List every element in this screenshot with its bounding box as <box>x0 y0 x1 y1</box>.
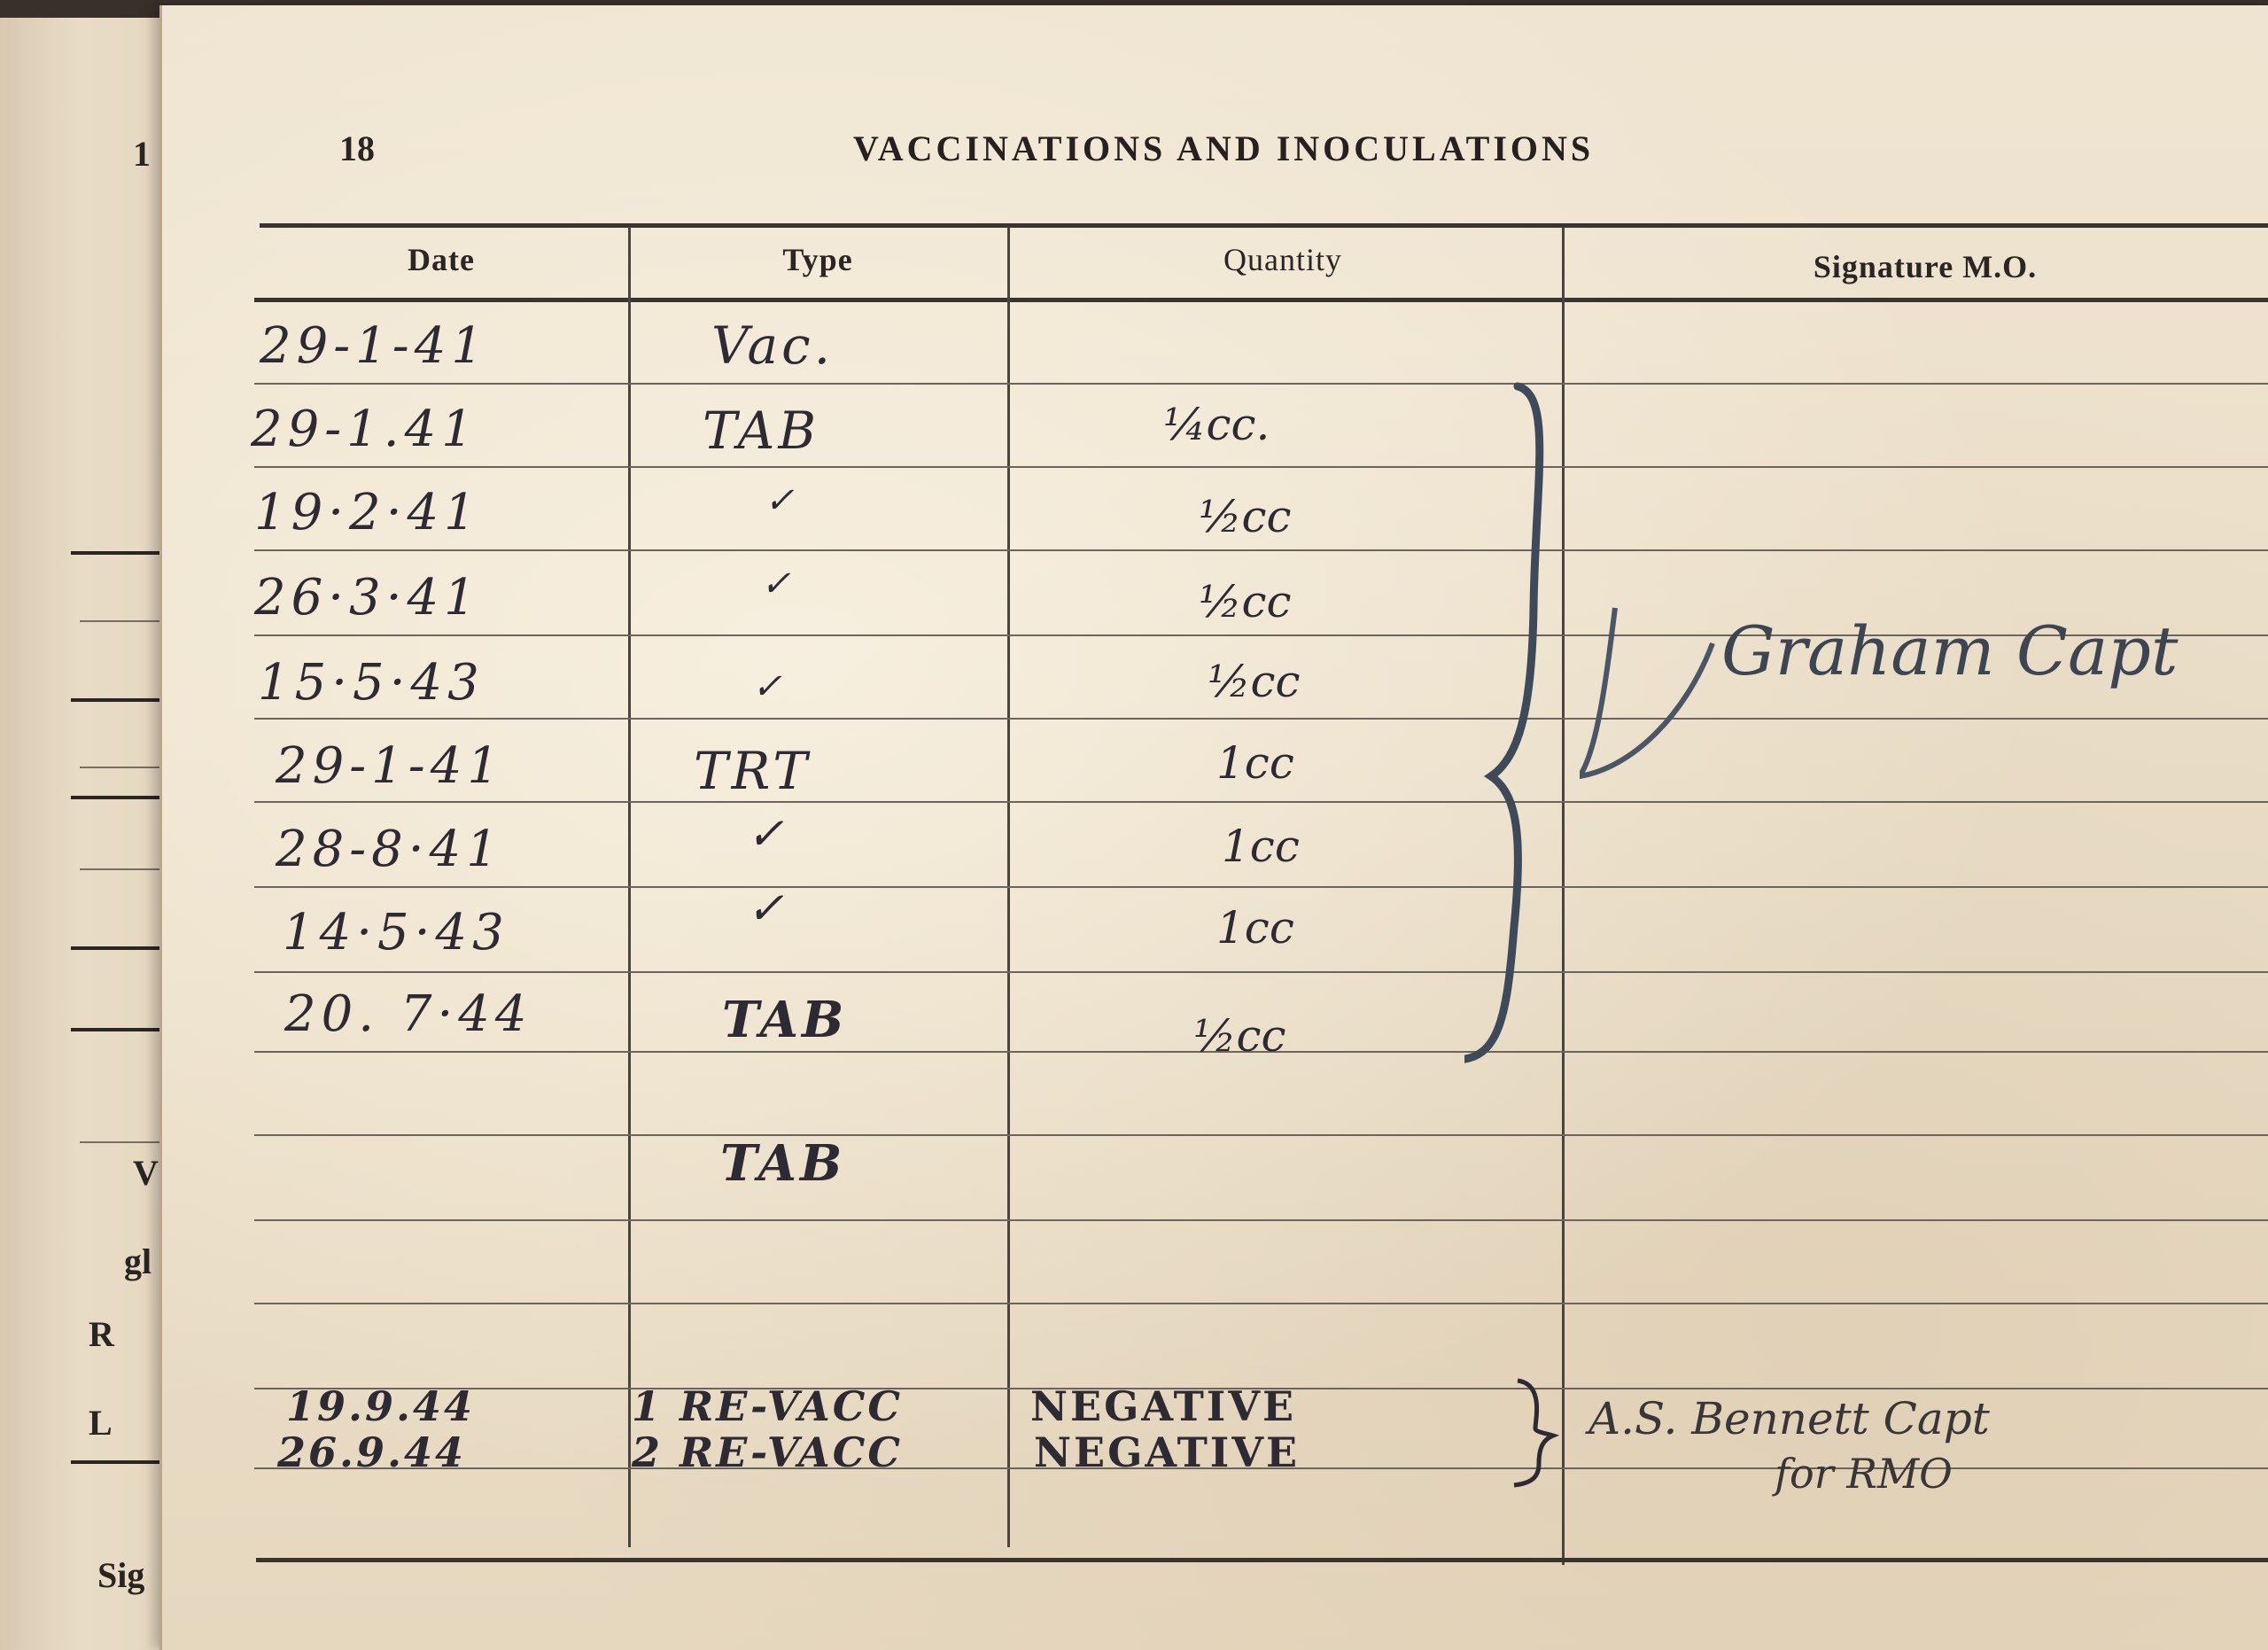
entry-quantity: 1cc <box>1222 821 1300 872</box>
entry-type: ✓ <box>747 808 788 860</box>
signature-brace-icon <box>1509 1375 1562 1490</box>
row-rule <box>254 383 2268 385</box>
revacc-quantity: NEGATIVE <box>1034 1428 1301 1476</box>
entry-quantity: ½cc <box>1193 1010 1286 1062</box>
entry-type: TAB <box>720 1134 846 1193</box>
back-page-fragment: R <box>89 1314 114 1354</box>
row-rule <box>254 1303 2268 1304</box>
entry-quantity: ½cc <box>1199 491 1292 542</box>
entry-date: 28-8·41 <box>276 821 503 878</box>
signature-flourish-icon <box>1580 572 1916 821</box>
row-rule <box>254 466 2268 468</box>
row-rule <box>254 1134 2268 1136</box>
back-page-fragment: V <box>133 1153 159 1193</box>
header-type: Type <box>782 242 853 277</box>
header-date: Date <box>408 242 475 277</box>
table-top-rule <box>260 223 2268 228</box>
revacc-date: 19.9.44 <box>286 1382 476 1430</box>
entry-date: 19·2·41 <box>254 484 481 541</box>
revacc-type: 2 RE-VACC <box>632 1428 903 1476</box>
header-quantity: Quantity <box>1223 242 1342 277</box>
entry-date: 26·3·41 <box>254 569 481 627</box>
row-rule <box>254 971 2268 973</box>
entry-quantity: ½cc <box>1199 576 1292 627</box>
signature-deputy: A.S. Bennett Capt <box>1588 1393 1990 1444</box>
entry-quantity: 1cc <box>1216 902 1294 953</box>
entry-date: 20. 7·44 <box>284 985 532 1043</box>
signature-brace-icon <box>1464 377 1571 1078</box>
entry-type: Vac. <box>711 315 835 376</box>
header-signature: Signature M.O. <box>1813 249 2038 284</box>
entry-date: 15·5·43 <box>258 654 485 712</box>
entry-type: TRT <box>694 741 812 801</box>
entry-date: 29-1-41 <box>276 737 504 795</box>
entry-type: TAB <box>703 401 820 461</box>
back-page-fragment: L <box>89 1403 113 1443</box>
revacc-date: 26.9.44 <box>277 1428 467 1476</box>
row-rule <box>254 1219 2268 1221</box>
entry-type: ✓ <box>765 480 798 521</box>
entry-type: ✓ <box>752 666 786 707</box>
entry-type: ✓ <box>747 883 788 934</box>
row-rule <box>254 718 2268 720</box>
row-rule <box>254 886 2268 888</box>
revacc-type: 1 RE-VACC <box>632 1382 903 1430</box>
signature-medical-officer: Graham Capt <box>1721 611 2179 690</box>
entry-date: 14·5·43 <box>283 904 509 961</box>
entry-quantity: 1cc <box>1216 737 1294 789</box>
back-page-fragment: 1 <box>133 134 151 174</box>
vaccination-page <box>159 5 2268 1650</box>
header-bottom-rule <box>254 298 2268 302</box>
revacc-quantity: NEGATIVE <box>1030 1382 1297 1430</box>
back-page-fragment: Sig <box>97 1555 145 1595</box>
entry-quantity: ¼cc. <box>1163 399 1270 450</box>
table-bottom-rule <box>256 1558 2268 1562</box>
page-number: 18 <box>339 128 375 168</box>
entry-type: ✓ <box>761 564 795 604</box>
row-rule <box>254 549 2268 551</box>
entry-date: 29-1-41 <box>260 317 488 375</box>
entry-quantity: ½cc <box>1208 656 1301 707</box>
page-title: VACCINATIONS AND INOCULATIONS <box>853 128 1595 168</box>
row-rule <box>254 801 2268 803</box>
entry-date: 29-1.41 <box>251 401 478 458</box>
entry-type: TAB <box>722 991 848 1049</box>
back-page-fragment: gl <box>124 1241 152 1281</box>
signature-deputy-role: for RMO <box>1775 1450 1953 1498</box>
